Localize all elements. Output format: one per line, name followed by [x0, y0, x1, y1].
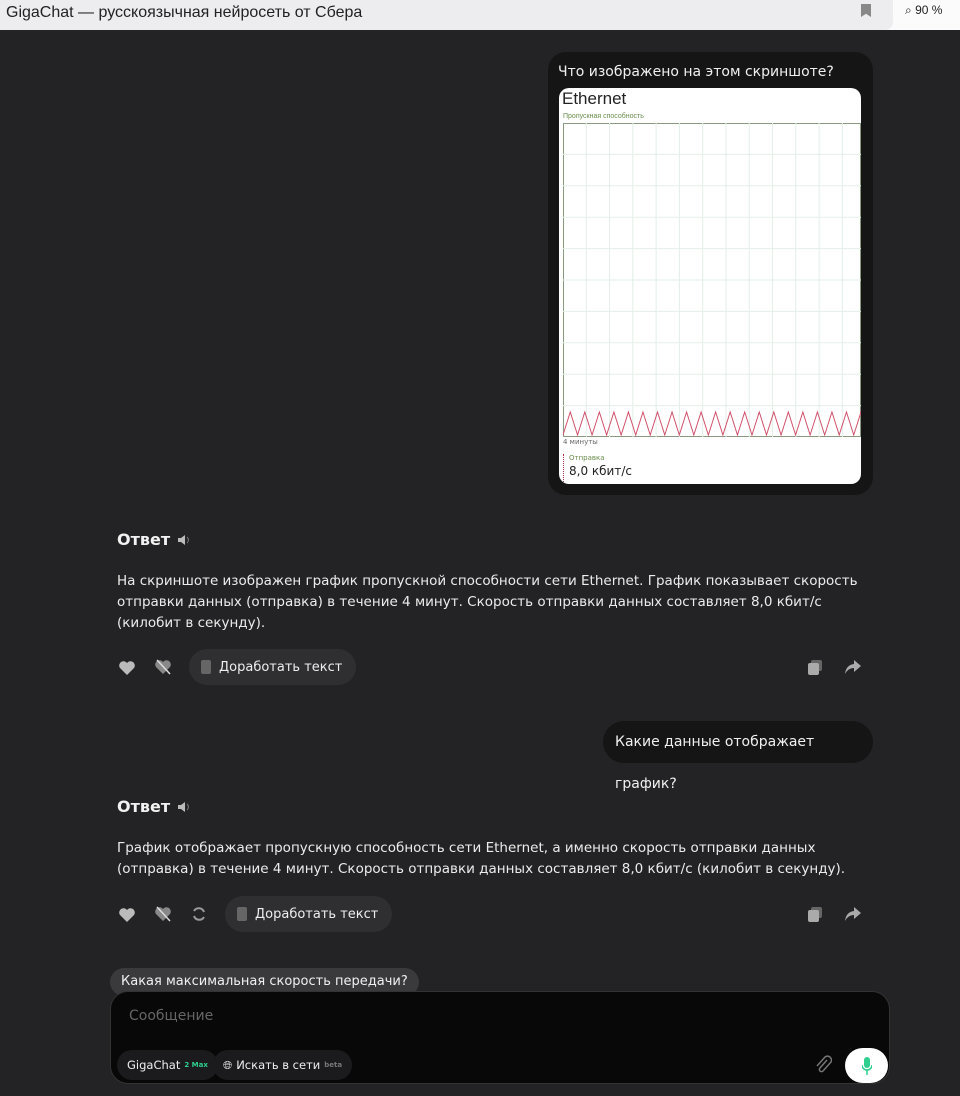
- regenerate-icon[interactable]: [189, 904, 209, 924]
- browser-bar: [0, 0, 960, 30]
- suggestion-chip[interactable]: Какая максимальная скорость передачи?: [110, 968, 419, 996]
- answer-1: [117, 530, 867, 634]
- beta-badge: beta: [324, 1061, 343, 1069]
- image-subtitle: Пропускная способность: [563, 113, 644, 120]
- refine-text-button[interactable]: [189, 649, 356, 685]
- message-input[interactable]: [129, 1008, 729, 1024]
- search-label: Искать в сети: [236, 1058, 321, 1072]
- dislike-icon[interactable]: [153, 657, 173, 677]
- answer-text: График отображает пропускную способность сети Ethernet, а именно скорость отправки данных (отправка) в течение 4 минут. Скорость отправки данных составляет 8,0 кбит/с (килобит в секунду).: [117, 840, 846, 877]
- copy-icon[interactable]: [805, 657, 825, 677]
- image-title: Ethernet: [562, 89, 627, 108]
- model-selector[interactable]: [117, 1050, 218, 1080]
- speaker-icon[interactable]: [178, 801, 192, 813]
- microphone-button[interactable]: [845, 1048, 888, 1083]
- refine-label: Доработать текст: [219, 659, 343, 675]
- answer-heading: Ответ: [117, 797, 171, 816]
- composer: [110, 991, 890, 1084]
- sparkle-doc-icon: [201, 660, 211, 674]
- model-badge: 2 Max: [184, 1061, 208, 1069]
- speaker-icon[interactable]: [178, 534, 192, 546]
- answer-text: На скриншоте изображен график пропускной способности сети Ethernet. График показывает скорость отправки данных (отправка) в течение 4 минут. Скорость отправки данных составляет 8,0 кбит/с (килобит в секунду).: [117, 573, 858, 631]
- share-icon[interactable]: [843, 904, 863, 924]
- web-search-toggle[interactable]: [213, 1050, 352, 1080]
- image-legend: [563, 454, 632, 482]
- attached-screenshot[interactable]: [559, 88, 861, 484]
- answer-2-actions: [117, 896, 867, 932]
- like-icon[interactable]: [117, 904, 137, 924]
- user-message-text: Какие данные отображает график?: [615, 734, 815, 792]
- legend-value: 8,0 кбит/с: [569, 464, 632, 478]
- zoom-level[interactable]: ⌕ 90 %: [905, 3, 943, 17]
- refine-label: Доработать текст: [255, 906, 379, 922]
- answer-heading: Ответ: [117, 530, 171, 549]
- legend-label: Отправка: [569, 454, 605, 462]
- microphone-icon: [862, 1057, 872, 1075]
- sparkle-doc-icon: [237, 907, 247, 921]
- user-message-text: Что изображено на этом скриншоте?: [558, 64, 834, 80]
- user-message-1: [548, 52, 873, 495]
- throughput-graph: [563, 123, 861, 437]
- dislike-icon[interactable]: [153, 904, 173, 924]
- copy-icon[interactable]: [805, 904, 825, 924]
- image-time-range: 4 минуты: [563, 438, 598, 446]
- refine-text-button[interactable]: [225, 896, 392, 932]
- answer-1-actions: [117, 649, 867, 685]
- globe-icon: 🌐︎: [223, 1057, 233, 1072]
- user-message-2: [603, 721, 873, 792]
- share-icon[interactable]: [843, 657, 863, 677]
- zoom-value: 90 %: [915, 3, 943, 17]
- answer-2: [117, 797, 867, 880]
- like-icon[interactable]: [117, 657, 137, 677]
- tab-title: GigaChat — русскоязычная нейросеть от Сбера: [0, 0, 893, 30]
- attach-icon[interactable]: [814, 1054, 832, 1074]
- model-label: GigaChat: [127, 1058, 181, 1072]
